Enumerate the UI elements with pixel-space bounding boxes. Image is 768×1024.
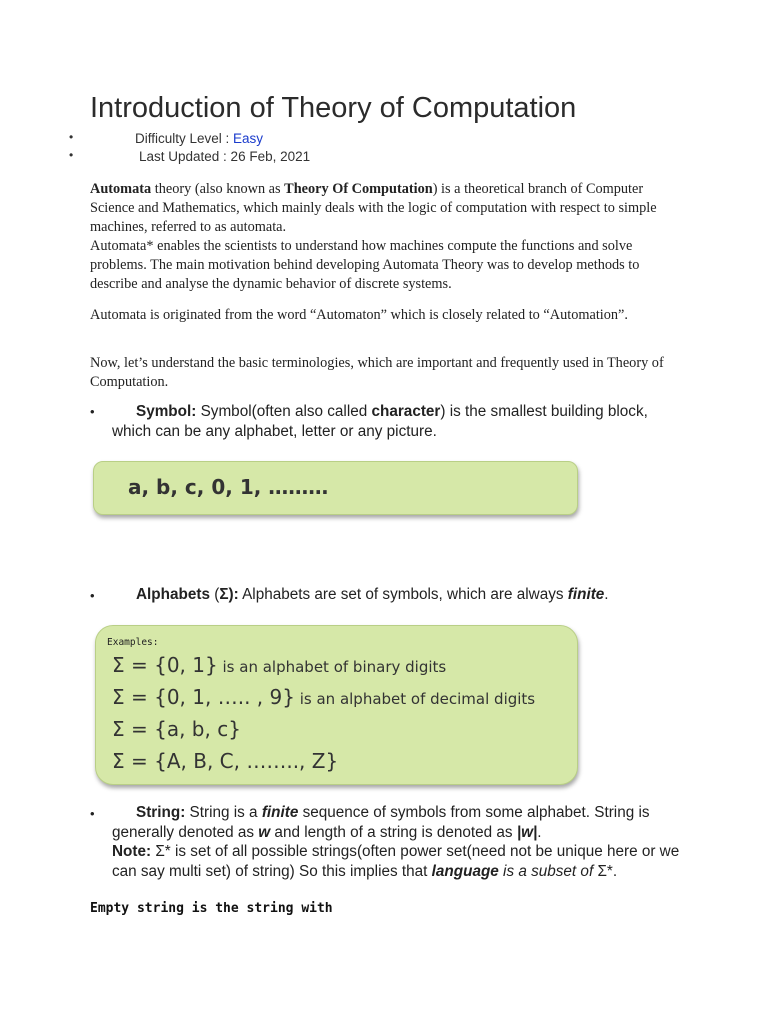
term-w: w bbox=[258, 824, 271, 841]
example-line bbox=[112, 685, 535, 709]
term-finite: finite bbox=[261, 804, 299, 821]
difficulty-link[interactable]: Easy bbox=[233, 131, 264, 146]
symbol-example-text: a, b, c, 0, 1, ……… bbox=[128, 475, 329, 499]
bullet: • bbox=[90, 588, 95, 603]
text: ): bbox=[228, 586, 239, 603]
term-alphabets: Alphabets bbox=[136, 586, 210, 603]
term-string: String: bbox=[136, 804, 186, 821]
example-line bbox=[112, 749, 338, 773]
text: . bbox=[612, 863, 618, 880]
bullet: • bbox=[90, 806, 95, 821]
text: Σ* is set of all possible strings(often power set(need not be unique here or we can say multi set) of string) So this implies that bbox=[112, 843, 680, 880]
term-wlen: |w| bbox=[516, 824, 538, 841]
example-formula: Σ = {0, 1} bbox=[112, 653, 218, 677]
string-item bbox=[112, 803, 682, 843]
bullet: • bbox=[69, 148, 74, 162]
example-line bbox=[112, 717, 241, 741]
text: ( bbox=[209, 586, 220, 603]
text: and length of a string is denoted as bbox=[270, 824, 517, 841]
difficulty-label: Difficulty Level : bbox=[135, 131, 234, 146]
intro-paragraph bbox=[90, 180, 680, 294]
term-toc: Theory Of Computation bbox=[284, 181, 433, 197]
symbol-item bbox=[112, 402, 652, 442]
term-symbol: Symbol: bbox=[136, 403, 197, 420]
term-character: character bbox=[371, 403, 441, 420]
text: Σ* bbox=[597, 863, 613, 880]
text: Symbol(often also called bbox=[196, 403, 372, 420]
empty-string-text: Empty string is the string with bbox=[90, 901, 333, 916]
term-finite: finite bbox=[567, 586, 605, 603]
text: . bbox=[604, 586, 609, 603]
symbol-example-box bbox=[93, 461, 578, 515]
example-formula: Σ = {a, b, c} bbox=[112, 717, 241, 741]
difficulty-level bbox=[69, 130, 264, 146]
alphabet-examples-box bbox=[95, 625, 578, 785]
text: sequence of symbols from some alphabet. String is generally denoted as bbox=[112, 804, 650, 841]
example-caption: is an alphabet of decimal digits bbox=[294, 690, 536, 708]
text: Alphabets are set of symbols, which are always bbox=[238, 586, 568, 603]
text: theory (also known as bbox=[151, 181, 285, 197]
terminology-paragraph: Now, let’s understand the basic terminologies, which are important and frequently used in Theory of Computation. bbox=[90, 355, 664, 390]
example-formula: Σ = {0, 1, ….. , 9} bbox=[112, 685, 295, 709]
bullet: • bbox=[90, 404, 95, 419]
term-language: language bbox=[431, 863, 499, 880]
term-automata: Automata bbox=[90, 181, 152, 197]
intro-paragraph-2: Automata* enables the scientists to understand how machines compute the functions and solve problems. The main motivation behind developing Automata Theory was to develop methods to describe and analyse the dynamic behavior of discrete systems. bbox=[90, 238, 640, 292]
last-updated-label: Last Updated : 26 Feb, 2021 bbox=[139, 149, 311, 164]
text: ) is the smallest building block, which can be any alphabet, letter or any picture. bbox=[112, 403, 648, 440]
alphabets-item bbox=[136, 585, 609, 605]
text: ) is a theoretical branch of Computer Science and Mathematics, which mainly deals with the logic of computation with respect to simple machines, referred to as automata. bbox=[90, 181, 657, 235]
sigma-symbol: Σ bbox=[219, 586, 229, 603]
bullet: • bbox=[69, 130, 74, 144]
examples-label: Examples: bbox=[107, 637, 159, 648]
text: . bbox=[537, 824, 542, 841]
origin-paragraph: Automata is originated from the word “Automaton” which is closely related to “Automation”. bbox=[90, 307, 628, 323]
example-line bbox=[112, 653, 446, 677]
text: String is a bbox=[185, 804, 262, 821]
example-caption: is an alphabet of binary digits bbox=[217, 658, 447, 676]
text: is a subset of bbox=[498, 863, 598, 880]
example-formula: Σ = {A, B, C, …….., Z} bbox=[112, 749, 339, 773]
page-title: Introduction of Theory of Computation bbox=[90, 92, 577, 124]
note-label: Note: bbox=[112, 843, 152, 860]
note-block bbox=[112, 842, 682, 882]
last-updated bbox=[69, 148, 311, 164]
